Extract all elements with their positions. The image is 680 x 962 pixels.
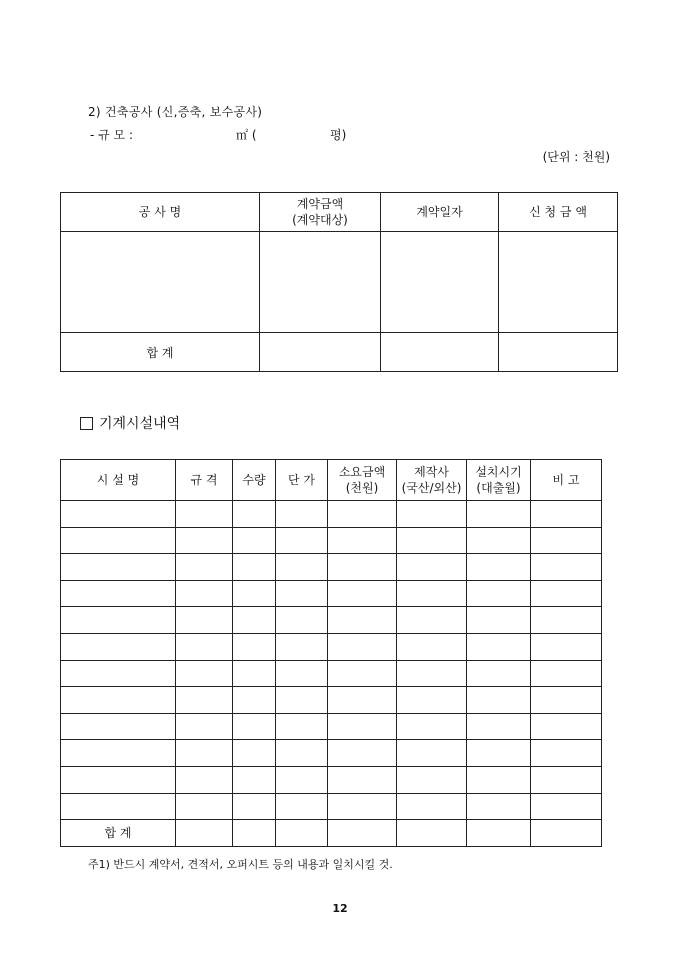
header-contract-date: 계약일자 bbox=[381, 193, 499, 232]
table-cell[interactable] bbox=[397, 740, 467, 767]
table-cell[interactable] bbox=[397, 607, 467, 634]
table-row bbox=[61, 607, 602, 634]
table-cell[interactable] bbox=[467, 687, 531, 714]
table-cell[interactable] bbox=[61, 766, 176, 793]
table-row bbox=[61, 501, 602, 528]
table-row bbox=[61, 793, 602, 820]
table-cell[interactable] bbox=[276, 501, 328, 528]
header-install-time-sub: (대출월) bbox=[476, 481, 521, 495]
machinery-table bbox=[60, 459, 602, 847]
table-cell[interactable] bbox=[61, 580, 176, 607]
table-cell[interactable] bbox=[467, 607, 531, 634]
header-manufacturer-origin: (국산/외산) bbox=[401, 481, 462, 495]
table-cell[interactable] bbox=[276, 580, 328, 607]
table-cell[interactable] bbox=[328, 766, 397, 793]
table-cell[interactable] bbox=[233, 766, 276, 793]
table-cell[interactable] bbox=[233, 687, 276, 714]
header-unit-price: 단 가 bbox=[276, 460, 328, 501]
table-cell[interactable] bbox=[531, 580, 602, 607]
table-cell[interactable] bbox=[397, 501, 467, 528]
machinery-section-heading bbox=[80, 413, 180, 433]
table-cell[interactable] bbox=[233, 660, 276, 687]
table-row bbox=[61, 660, 602, 687]
header-contract-amount bbox=[260, 193, 381, 232]
header-required-amount-unit: (천원) bbox=[345, 481, 379, 495]
table-cell[interactable] bbox=[531, 766, 602, 793]
total-label: 합 계 bbox=[61, 820, 176, 847]
header-required-amount-label: 소요금액 bbox=[338, 465, 386, 479]
table-row bbox=[61, 713, 602, 740]
scale-unit-m2: ㎡ ( bbox=[236, 128, 257, 142]
table-cell[interactable] bbox=[531, 740, 602, 767]
table-cell[interactable] bbox=[176, 820, 233, 847]
header-manufacturer-label: 제작사 bbox=[414, 465, 449, 479]
request-amount-cell[interactable] bbox=[499, 232, 618, 333]
table-cell[interactable] bbox=[531, 527, 602, 554]
table-cell[interactable] bbox=[328, 633, 397, 660]
table-cell[interactable] bbox=[328, 527, 397, 554]
header-install-time-label: 설치시기 bbox=[475, 465, 522, 479]
table-cell[interactable] bbox=[276, 687, 328, 714]
table-cell[interactable] bbox=[531, 687, 602, 714]
checkbox-icon[interactable] bbox=[80, 417, 93, 430]
table-cell[interactable] bbox=[276, 554, 328, 581]
scale-unit-pyeong: 평) bbox=[330, 128, 347, 142]
table-cell[interactable] bbox=[176, 793, 233, 820]
table-row bbox=[61, 232, 618, 333]
table-cell[interactable] bbox=[276, 740, 328, 767]
table-cell[interactable] bbox=[176, 580, 233, 607]
total-contract-amount-cell[interactable] bbox=[260, 333, 381, 372]
table-cell[interactable] bbox=[467, 713, 531, 740]
table-cell[interactable] bbox=[233, 554, 276, 581]
header-required-amount bbox=[328, 460, 397, 501]
header-install-time bbox=[467, 460, 531, 501]
table-row bbox=[61, 766, 602, 793]
table-cell[interactable] bbox=[397, 820, 467, 847]
table-row bbox=[61, 527, 602, 554]
table-cell[interactable] bbox=[328, 793, 397, 820]
table-cell[interactable] bbox=[233, 501, 276, 528]
table-cell[interactable] bbox=[61, 793, 176, 820]
table-cell[interactable] bbox=[328, 687, 397, 714]
table-cell[interactable] bbox=[233, 740, 276, 767]
table-total-row bbox=[61, 820, 602, 847]
table-cell[interactable] bbox=[276, 766, 328, 793]
table-cell[interactable] bbox=[531, 554, 602, 581]
table-cell[interactable] bbox=[328, 660, 397, 687]
table-cell[interactable] bbox=[176, 607, 233, 634]
page-number: 12 bbox=[332, 902, 348, 915]
table-cell[interactable] bbox=[61, 607, 176, 634]
table-cell[interactable] bbox=[233, 527, 276, 554]
table-cell[interactable] bbox=[276, 820, 328, 847]
unit-note: (단위 : 천원) bbox=[542, 150, 610, 164]
table-header-row bbox=[61, 193, 618, 232]
total-contract-date-cell[interactable] bbox=[381, 333, 499, 372]
machinery-section-title: 기계시설내역 bbox=[99, 416, 181, 432]
table-cell[interactable] bbox=[531, 793, 602, 820]
table-cell[interactable] bbox=[328, 607, 397, 634]
table-cell[interactable] bbox=[61, 633, 176, 660]
header-project-name: 공 사 명 bbox=[61, 193, 260, 232]
header-quantity: 수량 bbox=[233, 460, 276, 501]
table-cell[interactable] bbox=[467, 740, 531, 767]
contract-amount-cell[interactable] bbox=[260, 232, 381, 333]
table-cell[interactable] bbox=[233, 820, 276, 847]
table-cell[interactable] bbox=[61, 660, 176, 687]
table-row bbox=[61, 740, 602, 767]
table-cell[interactable] bbox=[328, 820, 397, 847]
header-contract-target-label: (계약대상) bbox=[292, 213, 348, 227]
table-cell[interactable] bbox=[233, 633, 276, 660]
table-cell[interactable] bbox=[61, 554, 176, 581]
construction-heading: 2) 건축공사 (신,증축, 보수공사) bbox=[88, 105, 263, 119]
table-cell[interactable] bbox=[531, 633, 602, 660]
table-cell[interactable] bbox=[176, 713, 233, 740]
table-cell[interactable] bbox=[467, 580, 531, 607]
header-contract-amount-label: 계약금액 bbox=[296, 197, 344, 211]
table-cell[interactable] bbox=[61, 687, 176, 714]
header-spec: 규 격 bbox=[176, 460, 233, 501]
table-cell[interactable] bbox=[397, 580, 467, 607]
contract-date-cell[interactable] bbox=[381, 232, 499, 333]
header-facility-name: 시 설 명 bbox=[61, 460, 176, 501]
table-cell[interactable] bbox=[176, 633, 233, 660]
table-cell[interactable] bbox=[467, 501, 531, 528]
table-cell[interactable] bbox=[276, 633, 328, 660]
table-cell[interactable] bbox=[176, 501, 233, 528]
table-cell[interactable] bbox=[467, 554, 531, 581]
table-cell[interactable] bbox=[328, 580, 397, 607]
table-cell[interactable] bbox=[397, 713, 467, 740]
table-cell[interactable] bbox=[233, 607, 276, 634]
table-cell[interactable] bbox=[531, 660, 602, 687]
table-cell[interactable] bbox=[276, 793, 328, 820]
table-cell[interactable] bbox=[467, 820, 531, 847]
table-cell[interactable] bbox=[276, 607, 328, 634]
table-cell[interactable] bbox=[397, 660, 467, 687]
table-cell[interactable] bbox=[531, 501, 602, 528]
table-cell[interactable] bbox=[328, 501, 397, 528]
table-cell[interactable] bbox=[61, 713, 176, 740]
scale-label: - 규 모 : bbox=[90, 128, 134, 142]
table-cell[interactable] bbox=[176, 554, 233, 581]
table-row bbox=[61, 554, 602, 581]
header-request-amount: 신 청 금 액 bbox=[499, 193, 618, 232]
table-cell[interactable] bbox=[276, 527, 328, 554]
table-header-row bbox=[61, 460, 602, 501]
table-cell[interactable] bbox=[61, 527, 176, 554]
table-cell[interactable] bbox=[233, 580, 276, 607]
table-cell[interactable] bbox=[176, 740, 233, 767]
project-name-cell[interactable] bbox=[61, 232, 260, 333]
machinery-table-body bbox=[61, 501, 602, 820]
header-remark: 비 고 bbox=[531, 460, 602, 501]
table-cell[interactable] bbox=[467, 660, 531, 687]
table-row bbox=[61, 633, 602, 660]
table-cell[interactable] bbox=[397, 633, 467, 660]
table-cell[interactable] bbox=[328, 554, 397, 581]
table-cell[interactable] bbox=[397, 793, 467, 820]
table-cell[interactable] bbox=[328, 713, 397, 740]
table-cell[interactable] bbox=[467, 527, 531, 554]
table-cell[interactable] bbox=[397, 554, 467, 581]
table-cell[interactable] bbox=[276, 660, 328, 687]
construction-table bbox=[60, 192, 618, 372]
table-cell[interactable] bbox=[397, 687, 467, 714]
table-cell[interactable] bbox=[176, 527, 233, 554]
table-cell[interactable] bbox=[233, 793, 276, 820]
table-cell[interactable] bbox=[233, 713, 276, 740]
table-cell[interactable] bbox=[531, 820, 602, 847]
table-total-row bbox=[61, 333, 618, 372]
table-cell[interactable] bbox=[176, 687, 233, 714]
table-cell[interactable] bbox=[467, 633, 531, 660]
table-cell[interactable] bbox=[176, 766, 233, 793]
table-cell[interactable] bbox=[276, 713, 328, 740]
header-manufacturer bbox=[397, 460, 467, 501]
table-cell[interactable] bbox=[467, 793, 531, 820]
table-cell[interactable] bbox=[328, 740, 397, 767]
table-cell[interactable] bbox=[397, 766, 467, 793]
table-cell[interactable] bbox=[176, 660, 233, 687]
footnote: 주1) 반드시 계약서, 견적서, 오퍼시트 등의 내용과 일치시킬 것. bbox=[88, 858, 393, 871]
total-label: 합 계 bbox=[61, 333, 260, 372]
table-cell[interactable] bbox=[531, 713, 602, 740]
table-cell[interactable] bbox=[61, 740, 176, 767]
total-request-amount-cell[interactable] bbox=[499, 333, 618, 372]
table-row bbox=[61, 580, 602, 607]
table-cell[interactable] bbox=[531, 607, 602, 634]
table-cell[interactable] bbox=[467, 766, 531, 793]
table-cell[interactable] bbox=[61, 501, 176, 528]
table-cell[interactable] bbox=[397, 527, 467, 554]
table-row bbox=[61, 687, 602, 714]
